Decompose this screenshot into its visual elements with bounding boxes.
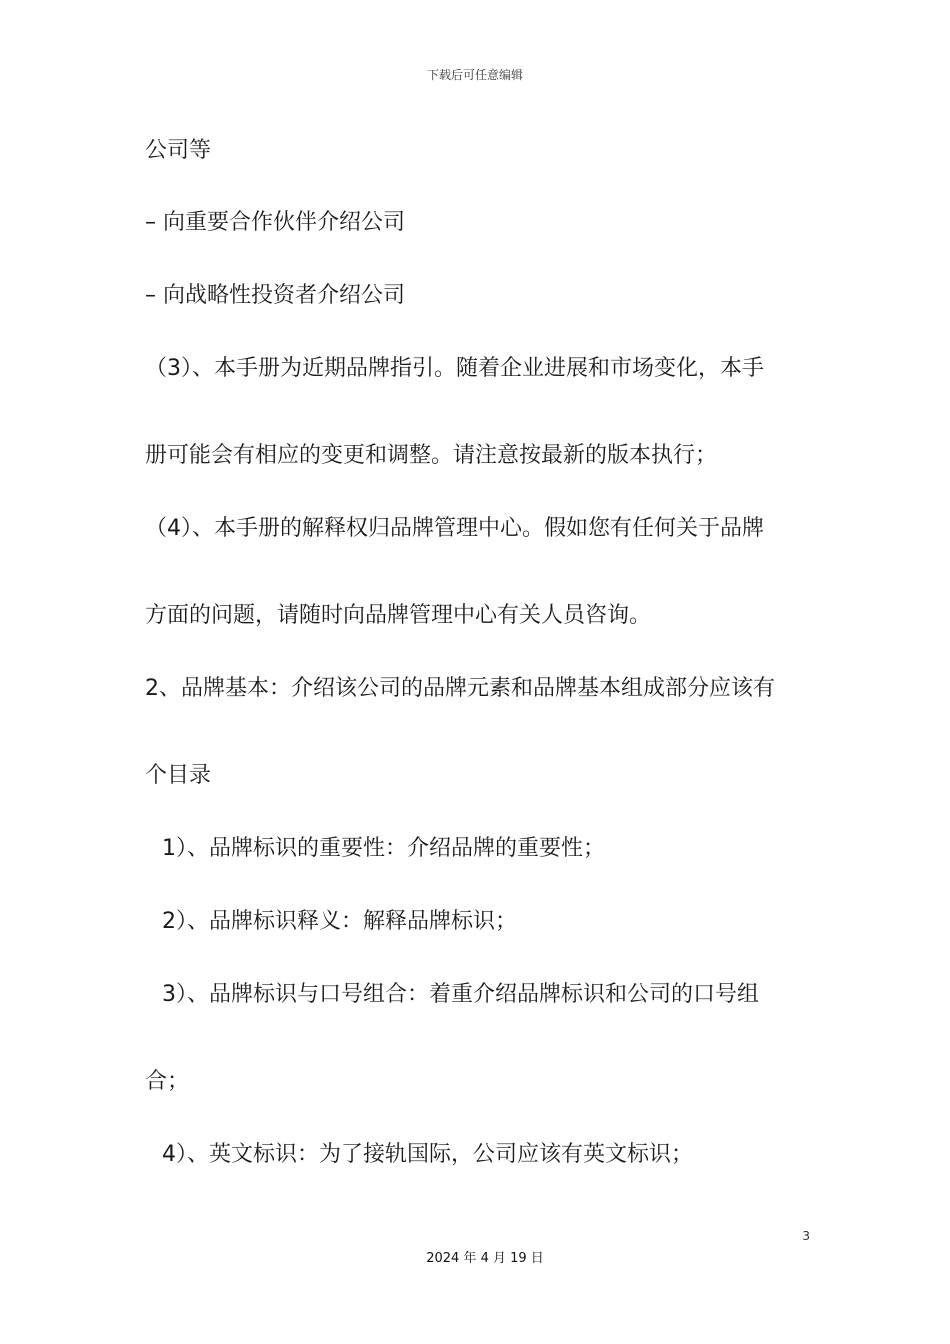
body-line: 2）、品牌标识释义：解释品牌标识； <box>162 909 517 934</box>
body-line: 2、品牌基本：介绍该公司的品牌元素和品牌基本组成部分应该有 <box>145 676 775 701</box>
body-line: （4）、本手册的解释权归品牌管理中心。假如您有任何关于品牌 <box>145 516 764 541</box>
body-line: （3）、本手册为近期品牌指引。随着企业进展和市场变化，本手 <box>145 356 764 381</box>
body-line: 4）、英文标识：为了接轨国际，公司应该有英文标识； <box>162 1142 693 1167</box>
body-line: 个目录 <box>145 763 212 788</box>
body-line: – 向战略性投资者介绍公司 <box>145 283 405 308</box>
body-line: 册可能会有相应的变更和调整。请注意按最新的版本执行； <box>145 443 718 468</box>
body-line: 方面的问题，请随时向品牌管理中心有关人员咨询。 <box>145 603 652 628</box>
body-line: – 向重要合作伙伴介绍公司 <box>145 210 405 235</box>
body-line: 1）、品牌标识的重要性：介绍品牌的重要性； <box>162 836 605 861</box>
body-line: 合； <box>145 1069 190 1094</box>
page-header-note: 下载后可任意编辑 <box>426 68 523 82</box>
footer-date: 2024 年 4 月 19 日 <box>426 1251 544 1266</box>
page-number: 3 <box>802 1229 810 1243</box>
body-line: 3）、品牌标识与口号组合：着重介绍品牌标识和公司的口号组 <box>162 982 759 1007</box>
body-line: 公司等 <box>145 138 212 163</box>
